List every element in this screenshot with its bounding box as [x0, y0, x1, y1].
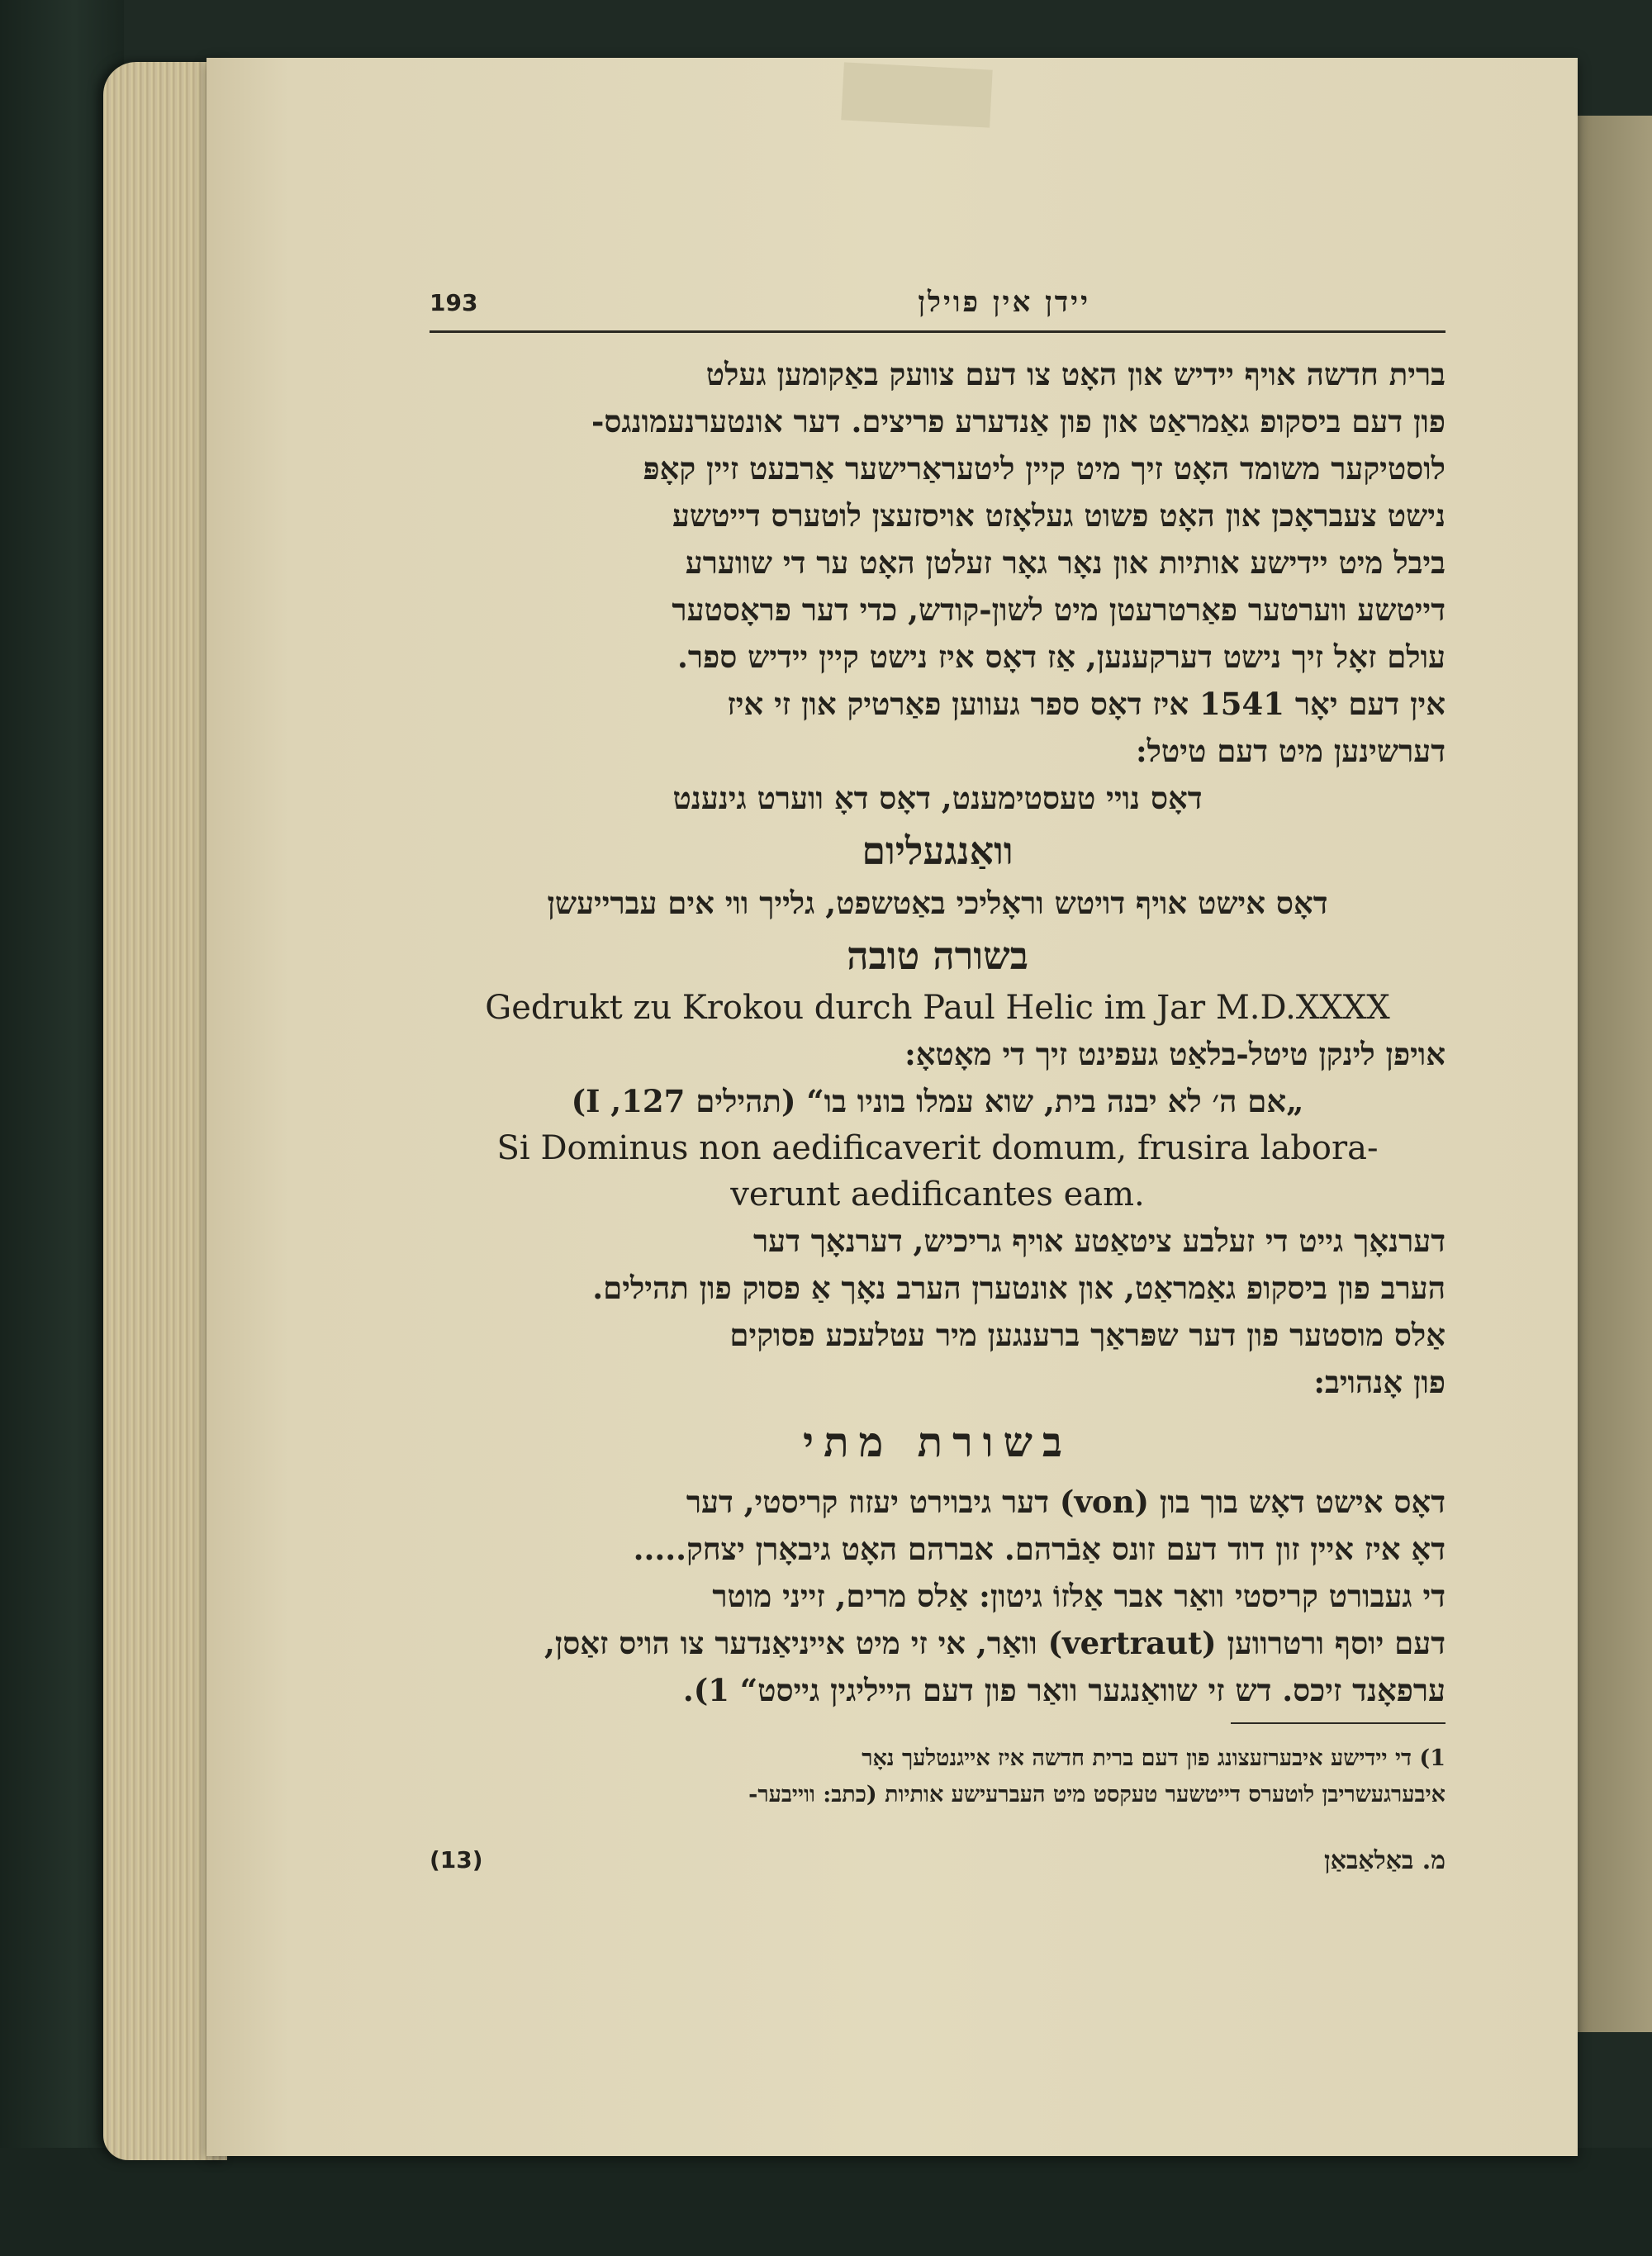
section-title: בשורת מתי	[803, 1418, 1072, 1466]
footnote	[430, 1741, 1446, 1813]
page-footer	[430, 1846, 1446, 1904]
text-line: די געבורט קריסטי וואַר אבר אַלזוֹ גיטון: אַלס מרים, זייני מוטר	[712, 1578, 1446, 1614]
title-line-2: וואַנגעליום	[862, 829, 1014, 873]
hebrew-quote: „אם ה׳ לא יבנה בית, שוא עמלו בוניו בו“ (תהילים 127, I)	[571, 1083, 1304, 1119]
text-line: דערנאָך גייט די זעלבע ציטאַטע אויף גריכיש, דערנאָך דער	[752, 1223, 1446, 1259]
body-text	[430, 351, 1446, 1904]
text-line: פון דעם ביסקופ גאַמראַט און פון אַנדערע פריצים. דער אונטערנעמונגס-	[591, 403, 1446, 439]
title-line-4: בשורה טובה	[847, 933, 1028, 978]
author-name: מ. באַלאַבאַן	[1323, 1846, 1446, 1875]
page-number: 193	[430, 289, 478, 316]
text-line: הערב פון ביסקופ גאַמראַט, און אונטערן הערב נאָך אַ פסוק פון תהילים.	[592, 1270, 1446, 1306]
page-header	[430, 281, 1446, 333]
text-line: אַלס מוסטער פון דער שפּראַך ברענגען מיר עטלעכע פסוקים	[729, 1317, 1446, 1353]
text-line: אין דעם יאָר 1541 איז דאָס ספר געווען פאַרטיק און זי איז	[727, 686, 1446, 722]
text-line: דייטשע ווערטער פאַרטרעטן מיט לשון-קודש, כדי דער פראָסטער	[672, 591, 1446, 628]
text-line: עולם זאָל זיך נישט דערקענען, אַז דאָס איז נישט קיין יידיש ספר.	[677, 639, 1446, 675]
paragraph-5	[430, 1312, 1446, 1406]
text-line: נישט צעבראָכן און האָט פשוט געלאָזט אויסזעצן לוטערס דייטשע	[672, 497, 1446, 534]
text-line: דאָ איז איין זון דוד דעם זונס אַבֿרהם. אברהם האָט גיבאָרן יצחק.....	[633, 1531, 1446, 1567]
latin-imprint: Gedrukt zu Krokou durch Paul Helic im Jar M.D.XXXX	[485, 989, 1390, 1027]
motto-intro: אויפן לינקן טיטל-בלאַט געפינט זיך די מאָטאָ:	[904, 1036, 1446, 1072]
title-line-3: דאָס אישט אויף דויטש וראָליכי באַטשפט, גלייך ווי אים עברייעשן	[547, 885, 1328, 921]
latin-quote-line-1: Si Dominus non aedificaverit domum, frusira labora-	[496, 1129, 1379, 1167]
text-line: לוסטיקער משומד האָט זיך מיט קיין ליטעראַרישער אַרבעט זיין קאָפּ	[643, 450, 1446, 487]
text-line: דערשינען מיט דעם טיטל:	[1135, 733, 1446, 769]
text-line: דאָס אישט דאָש בוך בון (von) דער גיבוירט יעזוז קריסטי, דער	[686, 1484, 1446, 1520]
paper-tab	[841, 62, 992, 127]
paragraph-6	[430, 1479, 1446, 1714]
footnote-line: 1) די יידישע איבערזעצונג פון דעם ברית חדשה איז אייגנטלעך נאָר	[862, 1745, 1446, 1771]
text-line: ברית חדשה אויף יידיש און האָט צו דעם צוועק באַקומען געלט	[705, 356, 1446, 392]
paragraph-2	[430, 681, 1446, 775]
text-line: פון אָנהויב:	[1313, 1364, 1446, 1400]
footnote-line: איבערגעשריבן לוטערס דייטשער טעקסט מיט העברעישע אותיות (כתב: ווייבער-	[748, 1782, 1446, 1807]
paragraph-4	[430, 1218, 1446, 1312]
latin-quote-line-2: verunt aedificantes eam.	[730, 1175, 1145, 1213]
footnote-rule	[1231, 1722, 1446, 1724]
title-line-1: דאָס נויי טעסטימענט, דאָס דאָ ווערט גינענט	[672, 780, 1203, 816]
paragraph-1	[430, 351, 1446, 681]
text-line: ביבל מיט יידישע אותיות און נאָר גאָר זעלטן האָט ער די שווערע	[685, 544, 1446, 581]
running-title: יידן אין פוילן	[918, 286, 1090, 319]
signature-mark: (13)	[430, 1846, 483, 1874]
text-line: דעם יוסף ורטרווען (vertraut) וואַר, אי זי מיט אייניאַנדער צו הויס זאַסן,	[544, 1625, 1446, 1661]
table-surface	[0, 2148, 1652, 2256]
text-line: ערפאָנד זיכס. דש זי שוואַנגער וואַר פון דעם הייליגין גייסט“ 1).	[682, 1672, 1446, 1708]
page-content	[430, 281, 1446, 1904]
